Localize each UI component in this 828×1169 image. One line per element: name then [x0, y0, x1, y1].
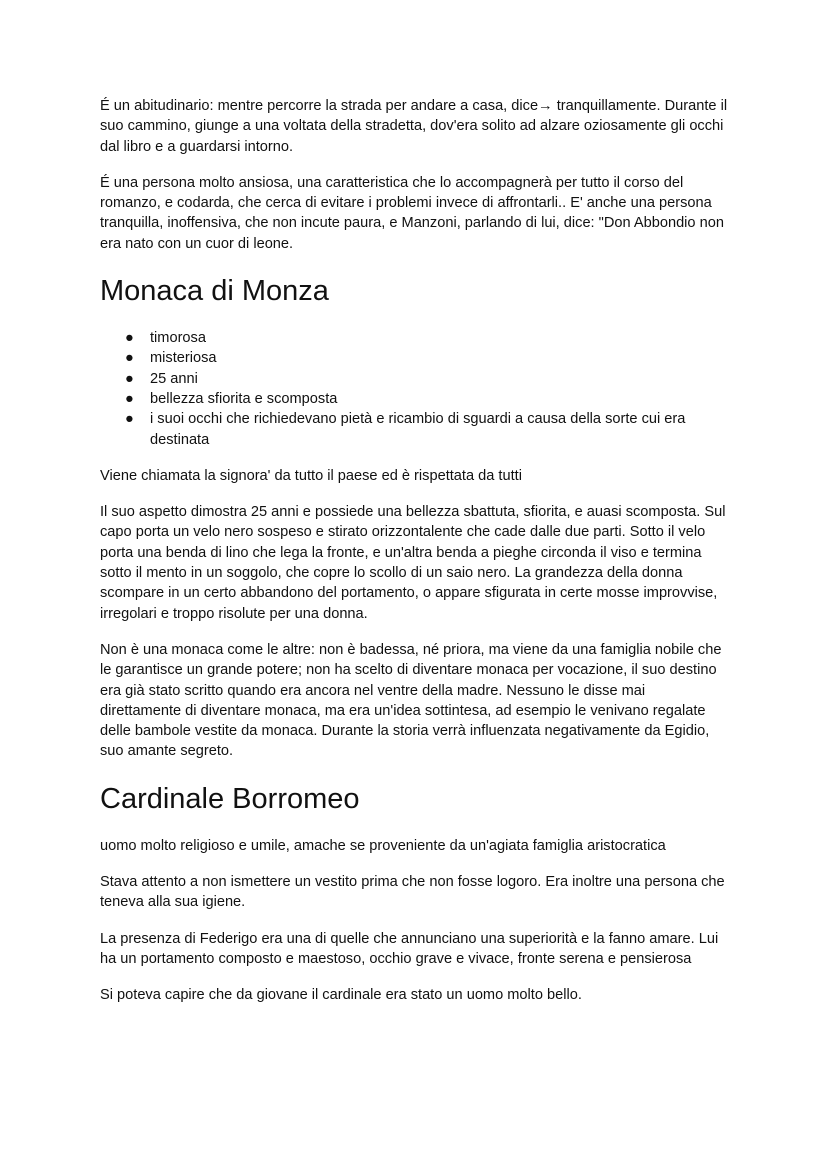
list-item-text: 25 anni	[150, 370, 198, 387]
list-item	[125, 328, 730, 348]
bullet-icon: ●	[125, 330, 134, 347]
bullet-icon: ●	[125, 350, 134, 367]
monaca-traits-list	[100, 328, 730, 450]
heading-monaca-di-monza: Monaca di Monza	[100, 275, 329, 308]
list-item	[125, 369, 730, 389]
monaca-paragraph-3: Non è una monaca come le altre: non è badessa, né priora, ma viene da una famiglia nobile che le garantisce un grande potere; non ha scelto di diventare monaca per vocazione, il suo destino era già stato scritto quando era ancora nel ventre della madre. Nessuno le disse mai direttamente di diventare monaca, ma era un'idea sottintesa, ad esempio le venivano regalate delle bambole vestite da monaca. Durante la storia verrà influenzata negativamente da Egidio, suo amante segreto.	[100, 641, 722, 760]
list-item-text: misteriosa	[150, 350, 217, 367]
monaca-paragraph-1: Viene chiamata la signora' da tutto il paese ed è rispettata da tutti	[100, 467, 522, 484]
list-item	[125, 409, 730, 450]
document-page	[100, 96, 730, 1022]
list-item-text: i suoi occhi che richiedevano pietà e ricambio di sguardi a causa della sorte cui era destinata	[150, 411, 686, 448]
bullet-icon: ●	[125, 411, 134, 428]
cardinale-paragraph-1: uomo molto religioso e umile, amache se proveniente da un'agiata famiglia aristocratica	[100, 837, 666, 854]
cardinale-paragraph-4: Si poteva capire che da giovane il cardinale era stato un uomo molto bello.	[100, 987, 582, 1004]
intro-paragraph-2: É una persona molto ansiosa, una caratteristica che lo accompagnerà per tutto il corso del romanzo, e codarda, che cerca di evitare i problemi invece di affrontarli.. E' anche una persona tranquilla, inoffensiva, che non incute paura, e Manzoni, parlando di lui, dice: "Don Abbondio non era nato con un cuor di leone.	[100, 174, 724, 252]
cardinale-paragraph-3: La presenza di Federigo era una di quelle che annunciano una superiorità e la fanno amare. Lui ha un portamento composto e maestoso, occhio grave e vivace, fronte serena e pensierosa	[100, 930, 719, 967]
intro-paragraph-1: É un abitudinario: mentre percorre la strada per andare a casa, dice→ tranquillamente. Durante il suo cammino, giunge a una voltata della stradetta, dov'era solito ad alzare oziosamente gli occhi dal libro e a guardarsi intorno.	[100, 98, 728, 155]
monaca-paragraph-2: Il suo aspetto dimostra 25 anni e possiede una bellezza sbattuta, sfiorita, e auasi scomposta. Sul capo porta un velo nero sospeso e stirato orizzontalente che cade dalle due parti. Sotto il velo porta una benda di lino che lega la fronte, e un'altra benda a pieghe circonda il viso e termina sotto il mento in un soggolo, che copre lo scollo di un saio nero. La grandezza della donna scompare in un certo abbandono del portamento, o appare sfigurata in certe mosse improvvise, irregolari e troppo risolute per una donna.	[100, 504, 726, 622]
bullet-icon: ●	[125, 370, 134, 387]
list-item-text: timorosa	[150, 330, 206, 347]
cardinale-paragraph-2: Stava attento a non ismettere un vestito prima che non fosse logoro. Era inoltre una persona che teneva alla sua igiene.	[100, 874, 725, 911]
list-item-text: bellezza sfiorita e scomposta	[150, 390, 338, 407]
bullet-icon: ●	[125, 390, 134, 407]
heading-cardinale-borromeo: Cardinale Borromeo	[100, 782, 360, 815]
list-item	[125, 389, 730, 409]
list-item	[125, 348, 730, 368]
